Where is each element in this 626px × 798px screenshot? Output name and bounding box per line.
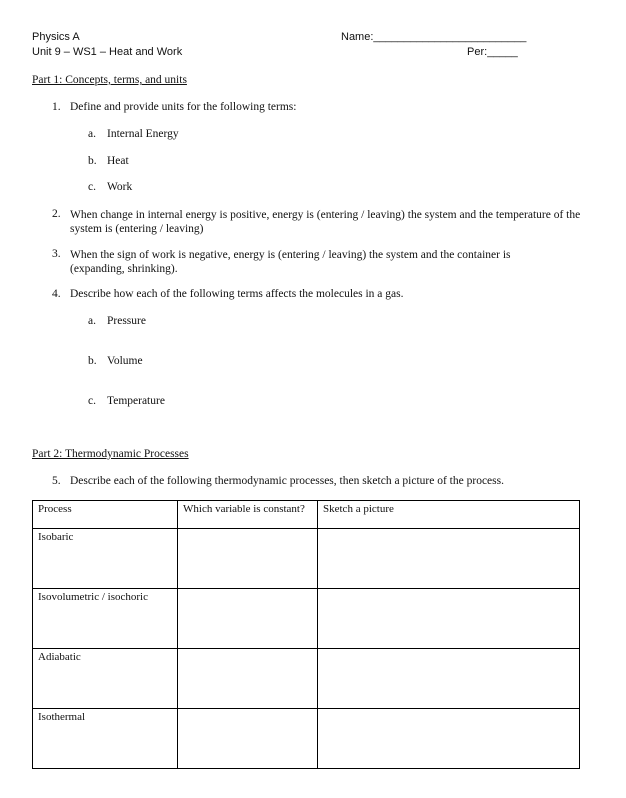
q4b-letter: b. [88,355,97,367]
q1-number: 1. [52,101,61,113]
q1c-text: Work [107,181,133,193]
q1a-letter: a. [88,128,96,140]
unit-title: Unit 9 – WS1 – Heat and Work [32,46,183,58]
table-row [33,529,580,589]
sketch-cell[interactable] [318,709,580,769]
period-field[interactable] [467,46,518,58]
sketch-cell[interactable] [318,529,580,589]
q4c-text: Temperature [107,395,165,407]
processes-table [32,500,580,769]
table-row [33,649,580,709]
q3-number: 3. [52,248,61,260]
header-sketch: Sketch a picture [318,501,580,529]
table-header-row [33,501,580,529]
q4a-text: Pressure [107,315,146,327]
q4-text: Describe how each of the following terms affects the molecules in a gas. [70,288,404,300]
q1a-text: Internal Energy [107,128,179,140]
table-row [33,709,580,769]
course-title: Physics A [32,31,80,43]
header-constant-variable: Which variable is constant? [178,501,318,529]
process-name: Isobaric [33,529,178,589]
process-name: Adiabatic [33,649,178,709]
q4a-letter: a. [88,315,96,327]
sketch-cell[interactable] [318,649,580,709]
q2-number: 2. [52,208,61,220]
table-row [33,589,580,649]
name-field[interactable] [341,31,526,43]
q4-number: 4. [52,288,61,300]
q1b-letter: b. [88,155,97,167]
process-name: Isovolumetric / isochoric [33,589,178,649]
process-name: Isothermal [33,709,178,769]
header-process: Process [33,501,178,529]
constant-variable-cell[interactable] [178,709,318,769]
part1-title: Part 1: Concepts, terms, and units [32,74,187,86]
q5-text: Describe each of the following thermodynamic processes, then sketch a picture of the process. [70,475,504,487]
part2-title: Part 2: Thermodynamic Processes [32,448,189,460]
per-label: Per: [467,46,488,58]
q2-text: When change in internal energy is positive, energy is (entering / leaving) the system and the temperature of the system is (entering / leaving) [70,209,581,235]
q4c-letter: c. [88,395,96,407]
sketch-cell[interactable] [318,589,580,649]
q4b-text: Volume [107,355,143,367]
q1-text: Define and provide units for the following terms: [70,101,297,113]
constant-variable-cell[interactable] [178,529,318,589]
q5-number: 5. [52,475,61,487]
per-line: _____ [487,46,518,58]
name-label: Name: [341,31,374,43]
q1b-text: Heat [107,155,129,167]
q1c-letter: c. [88,181,96,193]
constant-variable-cell[interactable] [178,589,318,649]
q3-text: When the sign of work is negative, energy is (entering / leaving) the system and the container is (expanding, shrinking). [70,249,511,275]
constant-variable-cell[interactable] [178,649,318,709]
name-line: _________________________ [373,31,527,43]
